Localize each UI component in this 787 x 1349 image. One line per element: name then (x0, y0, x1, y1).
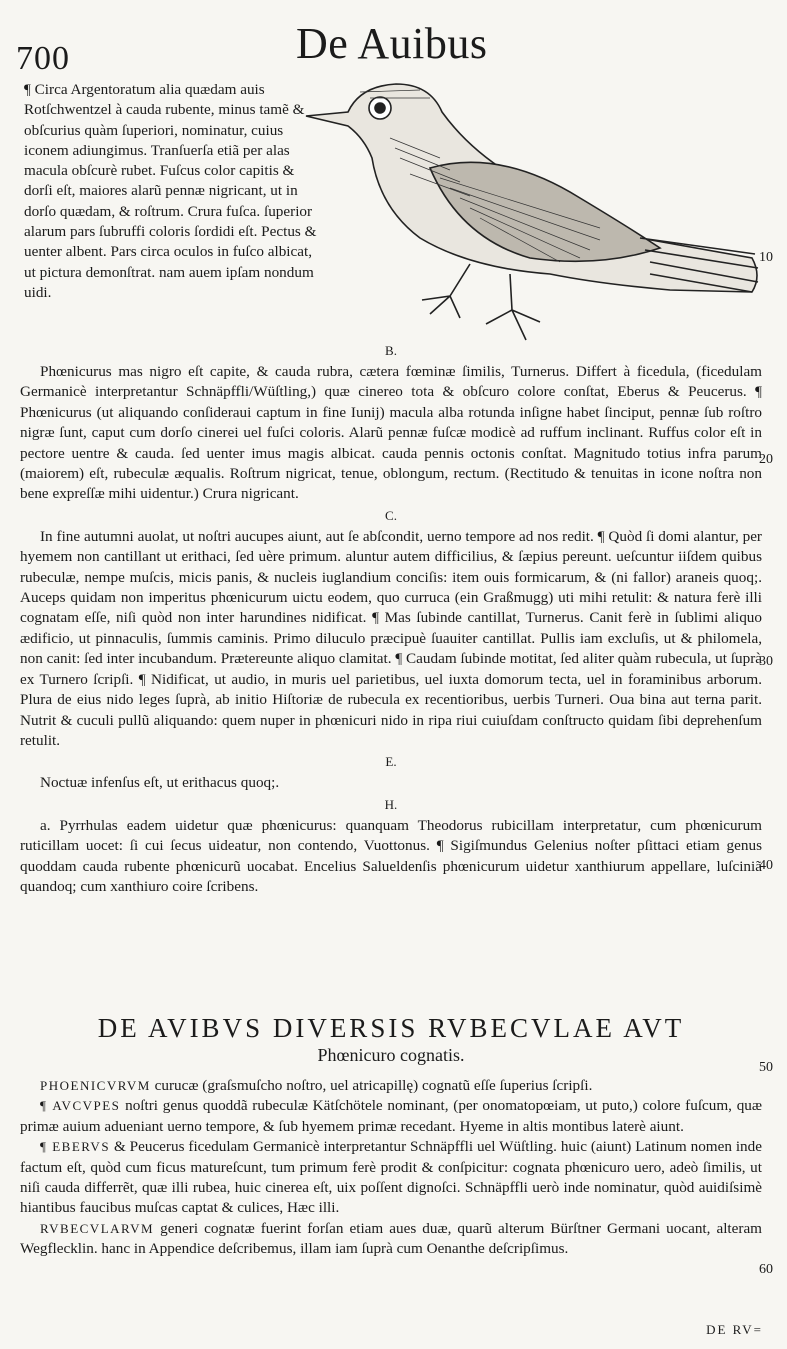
paragraph-eberus (20, 1137, 762, 1219)
intro-paragraph: ¶ Circa Argentoratum alia quædam auis Rotſchwentzel à cauda rubente, minus tamẽ & obſcurius quàm ſuperiori, nominatur, cuius iconem adiungimus. Tranſuerſa etiã per alas macula obſcurè rubet. Fuſcus color capitis & dorſi eſt, maiores alarũ pennæ nigricant, ut in dorſo quædam, & roſtrum. Crura fuſca. ſuperior alarum pars ſubruffi coloris ſordidi eſt. Pectus & uenter albent. Pars circa oculos in fuſco albicat, ut pictura demonſtrat. nam auem ipſam nondum uidi. (24, 81, 317, 301)
lead-word: RVBECVLARVM (40, 1220, 155, 1236)
running-head: De Auibus (296, 19, 488, 68)
paragraph-text: noſtri genus quoddã rubeculæ Kätſchötele nominant, (per onomatopœiam, ut puto,) colore fuſcum, quæ primæ auium adueniant uerno tempore, & ſub hyemem primæ recedant. Hyeme in altis montibus laterè aiunt. (20, 1097, 763, 1135)
page-number: 700 (16, 40, 70, 77)
paragraph-b: Phœnicurus mas nigro eſt capite, & cauda rubra, cætera fœminæ ſimilis, Turnerus. Differt à ficedula, (ficedulam Germanicè interpretantur Schnäpffli/Wüſtling,) quæ cinereo tota & obſcuro colore conſtat, Eberus & Peucerus. ¶ Phœnicurus (ut aliquando conſideraui captum in fine Iunij) macula alba rotunda inſigne habet ſinciput, pennæ ſub roſtro nigræ ſunt, caput cum dorſo cinerei uel fuſci coloris. Alarũ pennæ fuſcæ modicè ad ruffum inclinant. Ruffus color eſt in pectore uentre & cauda. ſed uenter imus magis albicat. cauda pennis octonis conſtat. Magnitudo totius infra parum (maiorem) eſt, rubeculæ æqualis. Roſtrum nigricat, tenue, oblongum, rectum. (Rectitudo & tenuitas in icone noſtra non bene expreſſæ mihi uidentur.) Crura nigricant. (20, 363, 762, 503)
margin-number: 30 (759, 654, 773, 669)
paragraph-c: In fine autumni auolat, ut noſtri aucupes aiunt, aut ſe abſcondit, uerno tempore ad nos redit. ¶ Quòd ſi domi alantur, per hyemem non cantillant ut erithaci, ſed uère primum. aluntur autem difficilius, & ſæpius pereunt. ueſcuntur iiſdem quibus rubeculæ, nempe muſcis, micis panis, & nucleis iuglandium conciſis: item ouis formicarum, & (ni fallor) araneis quoq;. Auceps quidam non imperitus phœnicurum uictu eodem, quo curruca (ein Graßmugg) uti mihi retulit: & natura ferè illi cognatam eſſe, niſi quòd non inter harundines nidificat. ¶ Mas ſubinde cantillat, Turnerus. Canit ferè in ſublimi aliquo ædificio, ut pinnaculis, ſummis caminis. Primo diluculo præcipuè ſuauiter cantillat. Pullis iam excluſis, ut & philomela, non canit: ſed inter incubandum. Prætereunte aliquo clamitat. ¶ Caudam ſubinde motitat, ſed aliter quàm rubecula, ut ſuprà ex Turnero ſcripſi. ¶ Nidificat, ut audio, in muris uel parietibus, uel iuxta domorum tecta, uel in foraminibus arborum. Plura de eius nido leges ſuprà, ab initio Hiſtoriæ de rubecula ex recentioribus, uerbis Turneri. Oua bina aut terna parit. Nutrit & cuculi pullũ aliquando: quem nuper in phœnicuri nido in ripa riui cuiuſdam conſtructo quidam ſibi deprehenſum retulit. (20, 527, 762, 749)
lead-word: PHOENICVRVM (40, 1078, 151, 1093)
paragraph-text: curucæ (graſsmuſcho noſtro, uel atricapillę) cognatũ eſſe ſuperius ſcripſi. (150, 1077, 593, 1094)
margin-number: 20 (759, 452, 773, 467)
paragraph-aucupes (20, 1096, 762, 1137)
chapter-text (20, 1012, 762, 1260)
section-letter: H. (384, 796, 398, 812)
lead-word: ¶ AVCVPES (40, 1098, 121, 1114)
paragraph-text: & Peucerus ficedulam Germanicè interpretantur Schnäpffli uel Wüſtling. huic (aiunt) Latinum nomen inde factum eſt, quòd cum ficus matureſcunt, tum primum ferè prodit & conſpicitur: cognata phœnicuro uero, adeò ſimilis, ut niſi cauda differrẽt, quæ illi rubea, huic cinerea eſt, uix poſſent dignoſci. Schnäpffli uerò inde nominatur, quòd auidiſsimè hiantibus faucibus muſcas captat & culices, Hæc illi. (20, 1138, 762, 1217)
paragraph-phoenicurum (20, 1076, 762, 1096)
paragraph-rubecularum (20, 1219, 762, 1260)
main-text (20, 340, 762, 897)
margin-number: 60 (759, 1262, 773, 1277)
bird-woodcut-illustration (300, 78, 762, 358)
lead-word: ¶ EBERVS (40, 1139, 111, 1155)
section-letter: E. (385, 754, 397, 770)
margin-number: 50 (759, 1060, 773, 1075)
paragraph-h: a. Pyrrhulas eadem uidetur quæ phœnicurus: quanquam Theodorus rubicillam interpretatur, cum phœnicurum ruticillam uocet: ſi cui ſecus uideatur, non contendo, Vuottonus. ¶ Sigiſmundus Gelenius noſter pſittaci etiam genus quoddam cauda rubente phœnicurũ uocabat. Encelius Salueldenſis phœnicurum uidetur xanthiurum appellare, luſciniã quandoq; cum xanthiuro coire ſcribens. (20, 816, 762, 895)
margin-number: 40 (759, 858, 773, 873)
section-letter: C. (385, 507, 397, 523)
margin-number: 10 (759, 250, 773, 265)
catchword: DE RV= (706, 1322, 763, 1337)
paragraph-e: Noctuæ infenſus eſt, ut erithacus quoq;. (40, 774, 280, 792)
chapter-heading: DE AVIBVS DIVERSIS RVBECVLAE AVT (97, 1013, 685, 1043)
paragraph-text: generi cognatæ fuerint forſan etiam aues duæ, quarũ alterum Bürſtner Germani uocant, alteram Wegflecklin. hanc in Appendice deſcribemus, illam iam ſuprà cum Oenanthe deſcripſimus. (20, 1219, 762, 1258)
chapter-subheading: Phœnicuro cognatis. (317, 1045, 465, 1065)
section-letter: B. (385, 343, 397, 358)
